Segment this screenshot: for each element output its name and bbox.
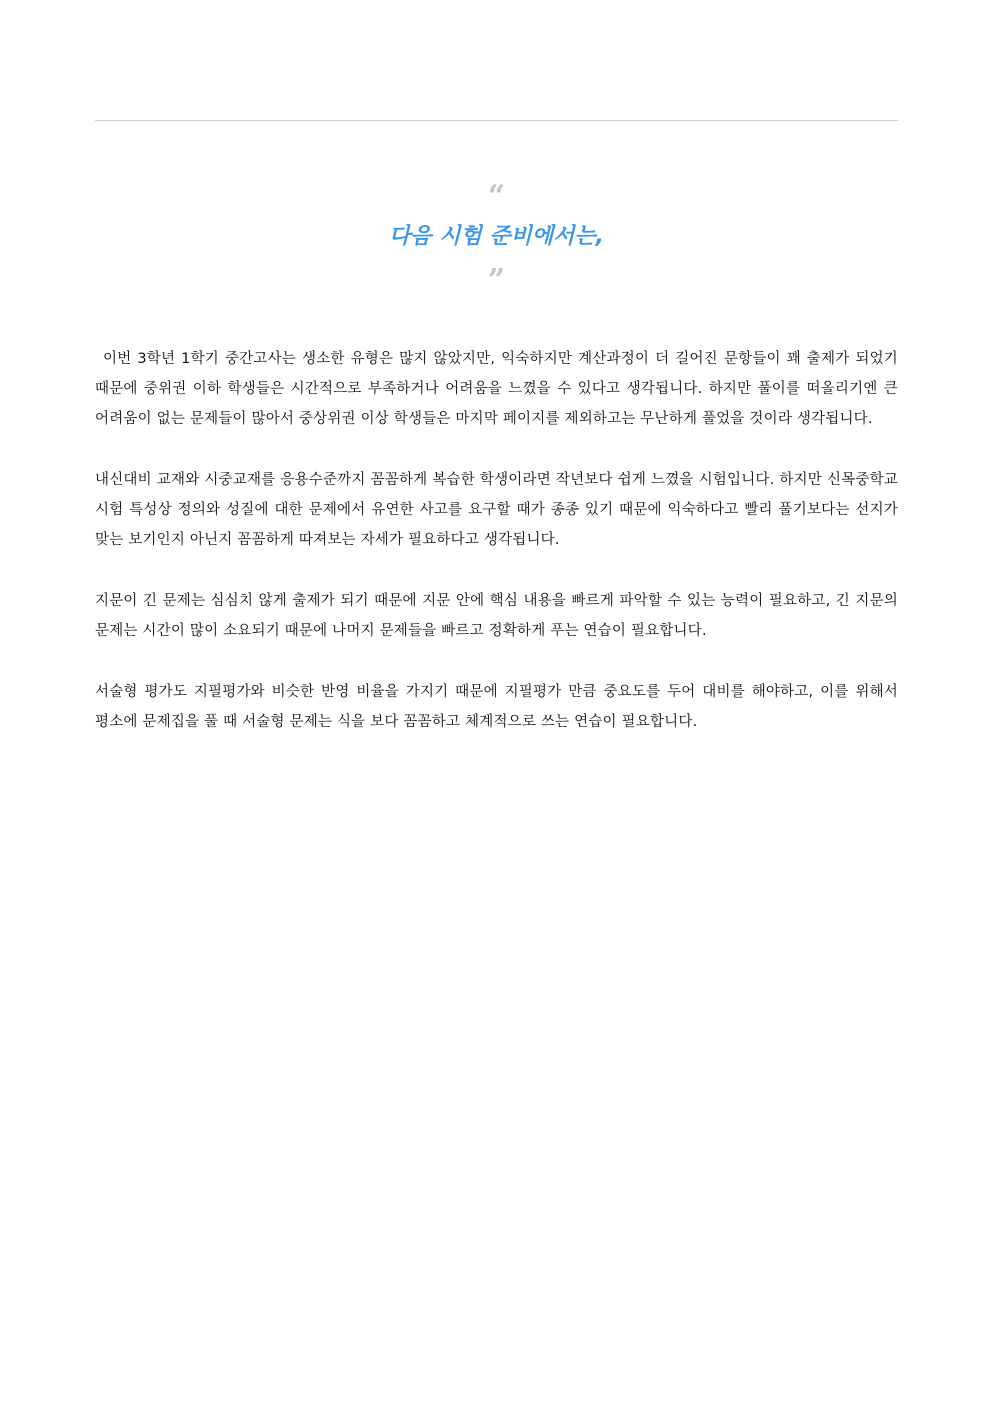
- paragraph-2: 내신대비 교재와 시중교재를 응용수준까지 꼼꼼하게 복습한 학생이라면 작년보다 쉽게 느꼈을 시험입니다. 하지만 신목중학교 시험 특성상 정의와 성질에 대한 문제에서 유연한 사고를 요구할 때가 종종 있기 때문에 익숙하다고 빨리 풀기보다는 선지가 맞는 보기인지 아닌지 꼼꼼하게 따져보는 자세가 필요하다고 생각됩니다.: [95, 472, 898, 548]
- paragraph-1: 이번 3학년 1학기 중간고사는 생소한 유형은 많지 않았지만, 익숙하지만 계산과정이 더 길어진 문항들이 꽤 출제가 되었기 때문에 중위권 이하 학생들은 시간적으로 부족하거나 어려움을 느꼈을 수 있다고 생각됩니다. 하지만 풀이를 떠올리기엔 큰 어려움이 없는 문제들이 많아서 중상위권 이상 학생들은 마지막 페이지를 제외하고는 무난하게 풀었을 것이라 생각됩니다.: [95, 351, 898, 427]
- pull-quote: [95, 179, 898, 298]
- body-text: [95, 344, 898, 768]
- close-quote-icon: ”: [487, 263, 506, 298]
- quote-title: 다음 시험 준비에서는,: [389, 224, 604, 249]
- paragraph-3: 지문이 긴 문제는 심심치 않게 출제가 되기 때문에 지문 안에 핵심 내용을 빠르게 파악할 수 있는 능력이 필요하고, 긴 지문의 문제는 시간이 많이 소요되기 때문에 나머지 문제들을 빠르고 정확하게 푸는 연습이 필요합니다.: [95, 593, 898, 639]
- open-quote-icon: “: [487, 179, 506, 214]
- top-divider: [95, 120, 898, 121]
- paragraph-4: 서술형 평가도 지필평가와 비슷한 반영 비율을 가지기 때문에 지필평가 만큼 중요도를 두어 대비를 해야하고, 이를 위해서 평소에 문제집을 풀 때 서술형 문제는 식을 보다 꼼꼼하고 체계적으로 쓰는 연습이 필요합니다.: [95, 684, 898, 730]
